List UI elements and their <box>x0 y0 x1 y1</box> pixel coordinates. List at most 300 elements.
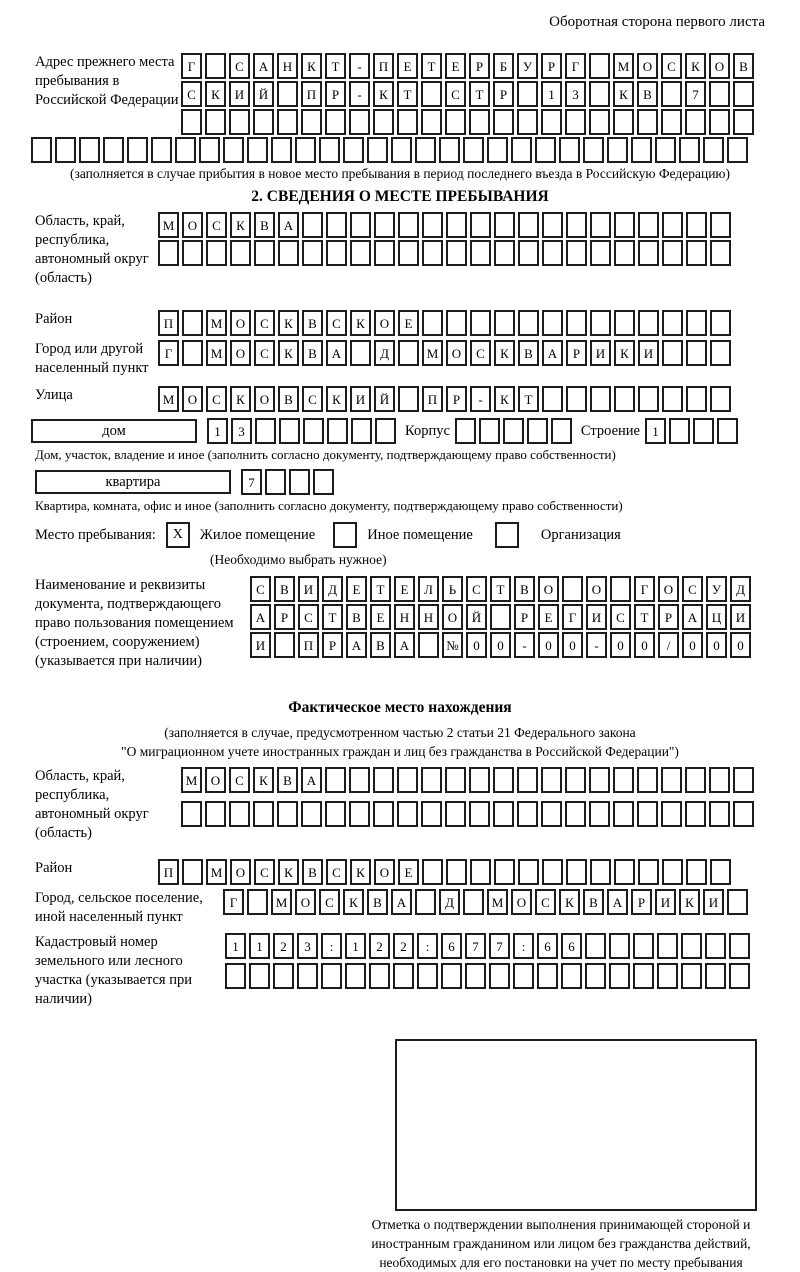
char-cell[interactable]: П <box>422 386 443 412</box>
char-cell[interactable]: И <box>250 632 271 658</box>
char-cell[interactable]: К <box>230 212 251 238</box>
char-cell[interactable]: 3 <box>297 933 318 959</box>
char-cell[interactable] <box>254 240 275 266</box>
char-cell[interactable]: 0 <box>730 632 751 658</box>
char-cell[interactable]: О <box>658 576 679 602</box>
char-cell[interactable] <box>693 418 714 444</box>
char-cell[interactable]: О <box>230 859 251 885</box>
char-cell[interactable] <box>375 418 396 444</box>
char-cell[interactable]: Р <box>514 604 535 630</box>
char-cell[interactable] <box>657 933 678 959</box>
char-cell[interactable] <box>489 963 510 989</box>
char-cell[interactable] <box>302 240 323 266</box>
char-cell[interactable] <box>398 212 419 238</box>
char-cell[interactable]: К <box>614 340 635 366</box>
char-cell[interactable] <box>513 963 534 989</box>
char-cell[interactable] <box>657 963 678 989</box>
char-cell[interactable] <box>418 632 439 658</box>
char-cell[interactable]: А <box>253 53 274 79</box>
char-cell[interactable]: С <box>610 604 631 630</box>
char-cell[interactable]: К <box>278 340 299 366</box>
char-cell[interactable] <box>277 801 298 827</box>
char-cell[interactable] <box>710 310 731 336</box>
char-cell[interactable] <box>350 340 371 366</box>
char-cell[interactable]: С <box>206 386 227 412</box>
char-cell[interactable] <box>638 212 659 238</box>
char-cell[interactable]: М <box>206 310 227 336</box>
char-cell[interactable] <box>537 963 558 989</box>
char-cell[interactable]: О <box>205 767 226 793</box>
char-cell[interactable] <box>279 418 300 444</box>
char-cell[interactable] <box>613 767 634 793</box>
char-cell[interactable] <box>590 212 611 238</box>
char-cell[interactable]: 2 <box>393 933 414 959</box>
char-cell[interactable]: М <box>206 340 227 366</box>
char-cell[interactable] <box>493 767 514 793</box>
char-cell[interactable]: - <box>586 632 607 658</box>
char-cell[interactable]: С <box>229 53 250 79</box>
char-cell[interactable] <box>494 310 515 336</box>
char-cell[interactable] <box>517 801 538 827</box>
char-cell[interactable] <box>367 137 388 163</box>
char-cell[interactable]: В <box>514 576 535 602</box>
char-cell[interactable]: П <box>298 632 319 658</box>
char-cell[interactable] <box>661 81 682 107</box>
char-cell[interactable] <box>181 801 202 827</box>
char-cell[interactable]: О <box>446 340 467 366</box>
char-cell[interactable] <box>535 137 556 163</box>
char-cell[interactable]: С <box>661 53 682 79</box>
char-cell[interactable]: 1 <box>249 933 270 959</box>
char-cell[interactable]: А <box>301 767 322 793</box>
char-cell[interactable] <box>421 801 442 827</box>
char-cell[interactable]: 0 <box>562 632 583 658</box>
char-cell[interactable] <box>710 340 731 366</box>
char-cell[interactable] <box>345 963 366 989</box>
char-cell[interactable] <box>541 767 562 793</box>
char-cell[interactable]: О <box>295 889 316 915</box>
char-cell[interactable]: К <box>679 889 700 915</box>
char-cell[interactable]: С <box>326 310 347 336</box>
char-cell[interactable]: Т <box>634 604 655 630</box>
char-cell[interactable]: И <box>298 576 319 602</box>
char-cell[interactable]: С <box>682 576 703 602</box>
char-cell[interactable] <box>470 859 491 885</box>
char-cell[interactable]: Ь <box>442 576 463 602</box>
char-cell[interactable]: 3 <box>231 418 252 444</box>
char-cell[interactable]: К <box>343 889 364 915</box>
char-cell[interactable] <box>374 240 395 266</box>
char-cell[interactable] <box>633 933 654 959</box>
char-cell[interactable]: Е <box>538 604 559 630</box>
char-cell[interactable] <box>685 109 706 135</box>
char-cell[interactable] <box>229 109 250 135</box>
char-cell[interactable]: Й <box>253 81 274 107</box>
char-cell[interactable] <box>182 340 203 366</box>
char-cell[interactable]: В <box>733 53 754 79</box>
char-cell[interactable] <box>565 801 586 827</box>
char-cell[interactable]: В <box>370 632 391 658</box>
char-cell[interactable] <box>463 889 484 915</box>
char-cell[interactable] <box>685 767 706 793</box>
char-cell[interactable] <box>542 240 563 266</box>
char-cell[interactable] <box>542 212 563 238</box>
char-cell[interactable] <box>541 109 562 135</box>
char-cell[interactable] <box>566 859 587 885</box>
char-cell[interactable]: Г <box>223 889 244 915</box>
char-cell[interactable]: 0 <box>610 632 631 658</box>
char-cell[interactable] <box>662 340 683 366</box>
char-cell[interactable]: С <box>466 576 487 602</box>
char-cell[interactable] <box>445 767 466 793</box>
char-cell[interactable] <box>415 137 436 163</box>
checkbox-residential[interactable]: X <box>166 522 190 548</box>
char-cell[interactable]: М <box>181 767 202 793</box>
char-cell[interactable] <box>373 801 394 827</box>
char-cell[interactable]: М <box>158 212 179 238</box>
char-cell[interactable] <box>566 212 587 238</box>
char-cell[interactable] <box>733 81 754 107</box>
char-cell[interactable] <box>561 963 582 989</box>
char-cell[interactable] <box>249 963 270 989</box>
char-cell[interactable]: Д <box>374 340 395 366</box>
char-cell[interactable]: Е <box>445 53 466 79</box>
char-cell[interactable]: В <box>274 576 295 602</box>
char-cell[interactable] <box>273 963 294 989</box>
char-cell[interactable]: С <box>206 212 227 238</box>
char-cell[interactable] <box>686 212 707 238</box>
char-cell[interactable]: И <box>655 889 676 915</box>
char-cell[interactable] <box>662 386 683 412</box>
char-cell[interactable] <box>421 109 442 135</box>
char-cell[interactable]: М <box>422 340 443 366</box>
char-cell[interactable] <box>686 340 707 366</box>
char-cell[interactable] <box>637 109 658 135</box>
char-cell[interactable] <box>374 212 395 238</box>
char-cell[interactable] <box>541 801 562 827</box>
char-cell[interactable] <box>313 469 334 495</box>
char-cell[interactable] <box>463 137 484 163</box>
char-cell[interactable]: Р <box>493 81 514 107</box>
char-cell[interactable]: А <box>326 340 347 366</box>
char-cell[interactable] <box>398 386 419 412</box>
char-cell[interactable]: И <box>590 340 611 366</box>
char-cell[interactable] <box>349 109 370 135</box>
char-cell[interactable] <box>325 767 346 793</box>
char-cell[interactable] <box>709 767 730 793</box>
char-cell[interactable]: Т <box>322 604 343 630</box>
char-cell[interactable]: 7 <box>241 469 262 495</box>
char-cell[interactable]: : <box>417 933 438 959</box>
char-cell[interactable]: А <box>542 340 563 366</box>
char-cell[interactable] <box>225 963 246 989</box>
char-cell[interactable]: О <box>374 859 395 885</box>
char-cell[interactable] <box>566 386 587 412</box>
char-cell[interactable] <box>255 418 276 444</box>
char-cell[interactable]: 6 <box>441 933 462 959</box>
char-cell[interactable]: А <box>607 889 628 915</box>
char-cell[interactable]: Г <box>634 576 655 602</box>
char-cell[interactable]: Й <box>374 386 395 412</box>
char-cell[interactable]: Т <box>421 53 442 79</box>
checkbox-other-premises[interactable] <box>333 522 357 548</box>
char-cell[interactable]: Е <box>398 310 419 336</box>
char-cell[interactable]: П <box>158 859 179 885</box>
char-cell[interactable] <box>610 576 631 602</box>
char-cell[interactable] <box>638 310 659 336</box>
char-cell[interactable] <box>469 109 490 135</box>
char-cell[interactable] <box>277 109 298 135</box>
char-cell[interactable] <box>446 212 467 238</box>
char-cell[interactable] <box>349 767 370 793</box>
char-cell[interactable] <box>686 240 707 266</box>
char-cell[interactable] <box>326 212 347 238</box>
char-cell[interactable]: К <box>278 310 299 336</box>
char-cell[interactable] <box>369 963 390 989</box>
char-cell[interactable]: К <box>205 81 226 107</box>
char-cell[interactable]: С <box>319 889 340 915</box>
char-cell[interactable]: К <box>326 386 347 412</box>
char-cell[interactable]: В <box>583 889 604 915</box>
char-cell[interactable]: В <box>637 81 658 107</box>
char-cell[interactable] <box>614 386 635 412</box>
char-cell[interactable]: П <box>373 53 394 79</box>
char-cell[interactable]: Т <box>469 81 490 107</box>
char-cell[interactable]: И <box>586 604 607 630</box>
char-cell[interactable]: К <box>253 767 274 793</box>
char-cell[interactable] <box>422 310 443 336</box>
char-cell[interactable] <box>614 310 635 336</box>
char-cell[interactable]: У <box>517 53 538 79</box>
char-cell[interactable] <box>585 963 606 989</box>
char-cell[interactable]: К <box>559 889 580 915</box>
char-cell[interactable]: - <box>514 632 535 658</box>
char-cell[interactable] <box>205 53 226 79</box>
char-cell[interactable] <box>494 240 515 266</box>
char-cell[interactable] <box>710 240 731 266</box>
char-cell[interactable]: - <box>470 386 491 412</box>
char-cell[interactable] <box>422 240 443 266</box>
char-cell[interactable] <box>729 963 750 989</box>
char-cell[interactable]: Т <box>490 576 511 602</box>
char-cell[interactable] <box>542 859 563 885</box>
char-cell[interactable]: О <box>182 386 203 412</box>
char-cell[interactable] <box>455 418 476 444</box>
char-cell[interactable] <box>662 212 683 238</box>
char-cell[interactable] <box>199 137 220 163</box>
char-cell[interactable]: А <box>394 632 415 658</box>
char-cell[interactable]: Р <box>541 53 562 79</box>
char-cell[interactable] <box>325 801 346 827</box>
char-cell[interactable] <box>175 137 196 163</box>
char-cell[interactable]: Г <box>565 53 586 79</box>
char-cell[interactable]: 0 <box>706 632 727 658</box>
char-cell[interactable]: Т <box>370 576 391 602</box>
checkbox-organization[interactable] <box>495 522 519 548</box>
char-cell[interactable]: 0 <box>490 632 511 658</box>
char-cell[interactable] <box>297 963 318 989</box>
char-cell[interactable] <box>351 418 372 444</box>
char-cell[interactable] <box>206 240 227 266</box>
char-cell[interactable] <box>662 240 683 266</box>
char-cell[interactable]: Д <box>439 889 460 915</box>
char-cell[interactable] <box>733 767 754 793</box>
char-cell[interactable] <box>589 109 610 135</box>
char-cell[interactable]: В <box>367 889 388 915</box>
char-cell[interactable]: М <box>487 889 508 915</box>
char-cell[interactable] <box>633 963 654 989</box>
char-cell[interactable] <box>583 137 604 163</box>
char-cell[interactable]: Е <box>397 53 418 79</box>
char-cell[interactable] <box>613 801 634 827</box>
char-cell[interactable]: В <box>278 386 299 412</box>
char-cell[interactable] <box>566 310 587 336</box>
char-cell[interactable] <box>733 109 754 135</box>
char-cell[interactable] <box>518 240 539 266</box>
char-cell[interactable] <box>517 81 538 107</box>
char-cell[interactable] <box>469 801 490 827</box>
char-cell[interactable]: И <box>638 340 659 366</box>
char-cell[interactable]: О <box>230 310 251 336</box>
char-cell[interactable] <box>710 212 731 238</box>
char-cell[interactable] <box>247 889 268 915</box>
char-cell[interactable]: 6 <box>537 933 558 959</box>
char-cell[interactable]: К <box>613 81 634 107</box>
char-cell[interactable]: 2 <box>369 933 390 959</box>
char-cell[interactable] <box>393 963 414 989</box>
char-cell[interactable] <box>493 801 514 827</box>
char-cell[interactable] <box>327 418 348 444</box>
char-cell[interactable]: М <box>271 889 292 915</box>
char-cell[interactable] <box>301 801 322 827</box>
char-cell[interactable] <box>614 212 635 238</box>
char-cell[interactable]: Б <box>493 53 514 79</box>
char-cell[interactable]: С <box>445 81 466 107</box>
char-cell[interactable] <box>397 767 418 793</box>
char-cell[interactable] <box>727 137 748 163</box>
char-cell[interactable] <box>590 310 611 336</box>
char-cell[interactable]: М <box>206 859 227 885</box>
char-cell[interactable] <box>302 212 323 238</box>
char-cell[interactable]: В <box>302 340 323 366</box>
char-cell[interactable] <box>638 386 659 412</box>
char-cell[interactable]: Р <box>469 53 490 79</box>
char-cell[interactable]: И <box>730 604 751 630</box>
char-cell[interactable] <box>373 767 394 793</box>
char-cell[interactable] <box>662 310 683 336</box>
char-cell[interactable]: Е <box>398 859 419 885</box>
char-cell[interactable] <box>686 310 707 336</box>
char-cell[interactable]: О <box>538 576 559 602</box>
char-cell[interactable] <box>631 137 652 163</box>
char-cell[interactable] <box>614 240 635 266</box>
char-cell[interactable]: А <box>250 604 271 630</box>
char-cell[interactable] <box>589 767 610 793</box>
char-cell[interactable] <box>103 137 124 163</box>
char-cell[interactable] <box>638 240 659 266</box>
char-cell[interactable] <box>445 801 466 827</box>
char-cell[interactable]: С <box>229 767 250 793</box>
char-cell[interactable]: Р <box>274 604 295 630</box>
char-cell[interactable] <box>686 386 707 412</box>
char-cell[interactable] <box>350 240 371 266</box>
char-cell[interactable]: П <box>301 81 322 107</box>
char-cell[interactable]: Л <box>418 576 439 602</box>
char-cell[interactable]: И <box>703 889 724 915</box>
char-cell[interactable]: С <box>181 81 202 107</box>
char-cell[interactable] <box>274 632 295 658</box>
char-cell[interactable] <box>733 801 754 827</box>
char-cell[interactable] <box>469 767 490 793</box>
char-cell[interactable] <box>182 859 203 885</box>
char-cell[interactable] <box>518 859 539 885</box>
char-cell[interactable]: К <box>494 386 515 412</box>
char-cell[interactable] <box>373 109 394 135</box>
confirmation-stamp-box[interactable] <box>395 1039 757 1211</box>
char-cell[interactable]: О <box>511 889 532 915</box>
char-cell[interactable]: О <box>374 310 395 336</box>
char-cell[interactable] <box>685 801 706 827</box>
char-cell[interactable] <box>705 933 726 959</box>
char-cell[interactable] <box>710 386 731 412</box>
char-cell[interactable] <box>565 109 586 135</box>
char-cell[interactable] <box>494 859 515 885</box>
char-cell[interactable] <box>686 859 707 885</box>
char-cell[interactable]: Г <box>158 340 179 366</box>
char-cell[interactable]: Р <box>631 889 652 915</box>
char-cell[interactable] <box>518 212 539 238</box>
char-cell[interactable] <box>710 859 731 885</box>
char-cell[interactable]: И <box>229 81 250 107</box>
char-cell[interactable]: Й <box>466 604 487 630</box>
char-cell[interactable] <box>289 469 310 495</box>
char-cell[interactable]: О <box>442 604 463 630</box>
char-cell[interactable] <box>253 109 274 135</box>
char-cell[interactable] <box>303 418 324 444</box>
char-cell[interactable] <box>494 212 515 238</box>
char-cell[interactable] <box>445 109 466 135</box>
char-cell[interactable] <box>705 963 726 989</box>
char-cell[interactable]: В <box>277 767 298 793</box>
char-cell[interactable] <box>517 109 538 135</box>
char-cell[interactable]: О <box>709 53 730 79</box>
char-cell[interactable]: Н <box>394 604 415 630</box>
char-cell[interactable]: Д <box>322 576 343 602</box>
char-cell[interactable]: С <box>254 310 275 336</box>
char-cell[interactable] <box>446 310 467 336</box>
char-cell[interactable]: 1 <box>345 933 366 959</box>
char-cell[interactable] <box>517 767 538 793</box>
char-cell[interactable]: Р <box>566 340 587 366</box>
char-cell[interactable] <box>415 889 436 915</box>
char-cell[interactable]: У <box>706 576 727 602</box>
char-cell[interactable] <box>607 137 628 163</box>
char-cell[interactable] <box>614 859 635 885</box>
char-cell[interactable]: О <box>230 340 251 366</box>
char-cell[interactable] <box>350 212 371 238</box>
char-cell[interactable]: К <box>350 310 371 336</box>
char-cell[interactable] <box>397 109 418 135</box>
char-cell[interactable] <box>326 240 347 266</box>
char-cell[interactable] <box>127 137 148 163</box>
char-cell[interactable] <box>589 81 610 107</box>
apartment-type-box[interactable]: квартира <box>35 470 231 494</box>
char-cell[interactable] <box>638 859 659 885</box>
char-cell[interactable]: 7 <box>489 933 510 959</box>
char-cell[interactable] <box>182 240 203 266</box>
char-cell[interactable]: Р <box>658 604 679 630</box>
char-cell[interactable] <box>229 801 250 827</box>
